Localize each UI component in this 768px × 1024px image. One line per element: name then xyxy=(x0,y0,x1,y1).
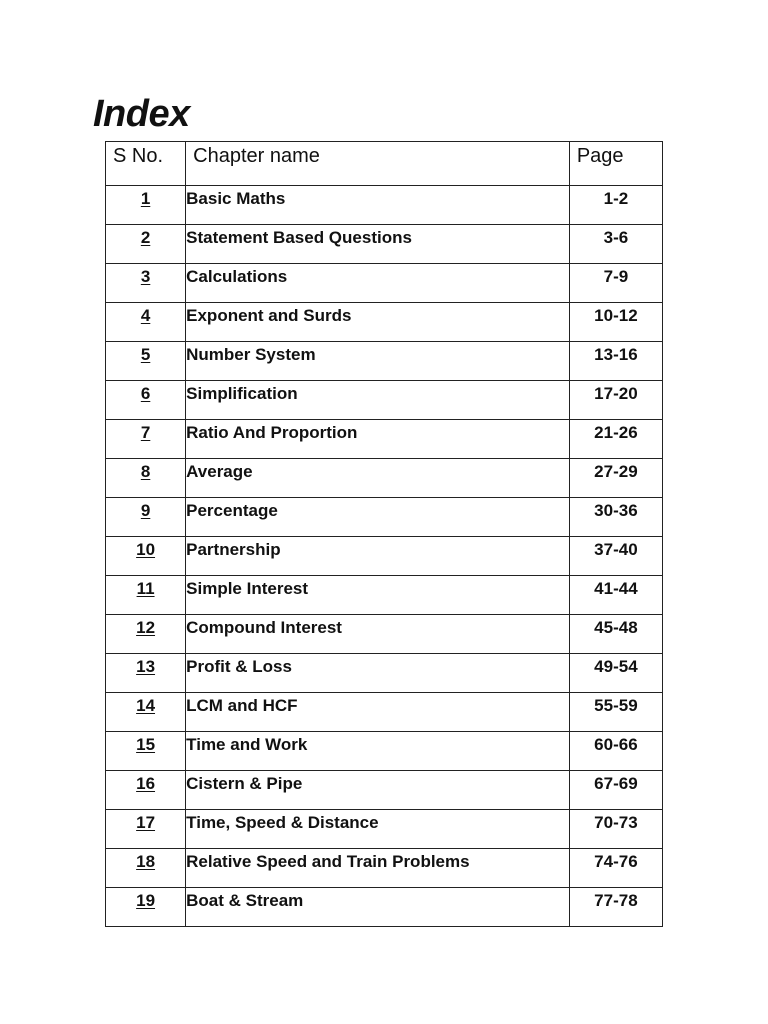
row-page-range: 1-2 xyxy=(569,186,662,225)
table-row xyxy=(106,342,663,381)
row-page-range: 10-12 xyxy=(569,303,662,342)
table-row xyxy=(106,771,663,810)
row-chapter-name: Time, Speed & Distance xyxy=(186,810,570,849)
table-row xyxy=(106,264,663,303)
row-page-range: 30-36 xyxy=(569,498,662,537)
row-serial-number: 7 xyxy=(106,420,186,459)
header-chapter-name: Chapter name xyxy=(186,142,570,186)
row-chapter-name: Time and Work xyxy=(186,732,570,771)
row-chapter-name: Cistern & Pipe xyxy=(186,771,570,810)
row-serial-number: 12 xyxy=(106,615,186,654)
row-serial-number: 19 xyxy=(106,888,186,927)
table-row xyxy=(106,186,663,225)
row-page-range: 77-78 xyxy=(569,888,662,927)
table-row xyxy=(106,420,663,459)
index-table xyxy=(105,141,663,927)
table-body xyxy=(106,186,663,927)
row-chapter-name: Ratio And Proportion xyxy=(186,420,570,459)
row-serial-number: 1 xyxy=(106,186,186,225)
row-chapter-name: Profit & Loss xyxy=(186,654,570,693)
row-serial-number: 10 xyxy=(106,537,186,576)
row-serial-number: 2 xyxy=(106,225,186,264)
row-page-range: 7-9 xyxy=(569,264,662,303)
table-header xyxy=(106,142,663,186)
row-page-range: 74-76 xyxy=(569,849,662,888)
row-chapter-name: Relative Speed and Train Problems xyxy=(186,849,570,888)
row-serial-number: 5 xyxy=(106,342,186,381)
table-row xyxy=(106,537,663,576)
header-row xyxy=(106,142,663,186)
table-row xyxy=(106,615,663,654)
row-page-range: 37-40 xyxy=(569,537,662,576)
row-serial-number: 13 xyxy=(106,654,186,693)
row-page-range: 70-73 xyxy=(569,810,662,849)
row-serial-number: 3 xyxy=(106,264,186,303)
row-chapter-name: Exponent and Surds xyxy=(186,303,570,342)
table-row xyxy=(106,381,663,420)
row-serial-number: 17 xyxy=(106,810,186,849)
row-page-range: 21-26 xyxy=(569,420,662,459)
row-page-range: 3-6 xyxy=(569,225,662,264)
row-page-range: 17-20 xyxy=(569,381,662,420)
header-sno: S No. xyxy=(106,142,186,186)
page-title: Index xyxy=(93,93,190,135)
row-chapter-name: Simplification xyxy=(186,381,570,420)
row-chapter-name: Calculations xyxy=(186,264,570,303)
row-page-range: 27-29 xyxy=(569,459,662,498)
row-serial-number: 16 xyxy=(106,771,186,810)
table-row xyxy=(106,303,663,342)
row-page-range: 13-16 xyxy=(569,342,662,381)
row-chapter-name: Statement Based Questions xyxy=(186,225,570,264)
row-chapter-name: Basic Maths xyxy=(186,186,570,225)
table-row xyxy=(106,225,663,264)
row-page-range: 67-69 xyxy=(569,771,662,810)
row-page-range: 41-44 xyxy=(569,576,662,615)
table-row xyxy=(106,654,663,693)
table-row xyxy=(106,888,663,927)
row-page-range: 49-54 xyxy=(569,654,662,693)
table-row xyxy=(106,459,663,498)
row-chapter-name: Simple Interest xyxy=(186,576,570,615)
row-serial-number: 4 xyxy=(106,303,186,342)
row-chapter-name: Number System xyxy=(186,342,570,381)
table-row xyxy=(106,810,663,849)
row-serial-number: 14 xyxy=(106,693,186,732)
table-row xyxy=(106,498,663,537)
row-page-range: 55-59 xyxy=(569,693,662,732)
table-row xyxy=(106,732,663,771)
row-serial-number: 18 xyxy=(106,849,186,888)
row-chapter-name: Compound Interest xyxy=(186,615,570,654)
header-page: Page xyxy=(569,142,662,186)
row-chapter-name: Partnership xyxy=(186,537,570,576)
row-page-range: 45-48 xyxy=(569,615,662,654)
row-chapter-name: LCM and HCF xyxy=(186,693,570,732)
row-serial-number: 15 xyxy=(106,732,186,771)
row-chapter-name: Percentage xyxy=(186,498,570,537)
table-row xyxy=(106,693,663,732)
row-serial-number: 9 xyxy=(106,498,186,537)
row-serial-number: 6 xyxy=(106,381,186,420)
row-chapter-name: Average xyxy=(186,459,570,498)
row-serial-number: 8 xyxy=(106,459,186,498)
row-page-range: 60-66 xyxy=(569,732,662,771)
row-chapter-name: Boat & Stream xyxy=(186,888,570,927)
table-row xyxy=(106,576,663,615)
table-row xyxy=(106,849,663,888)
row-serial-number: 11 xyxy=(106,576,186,615)
